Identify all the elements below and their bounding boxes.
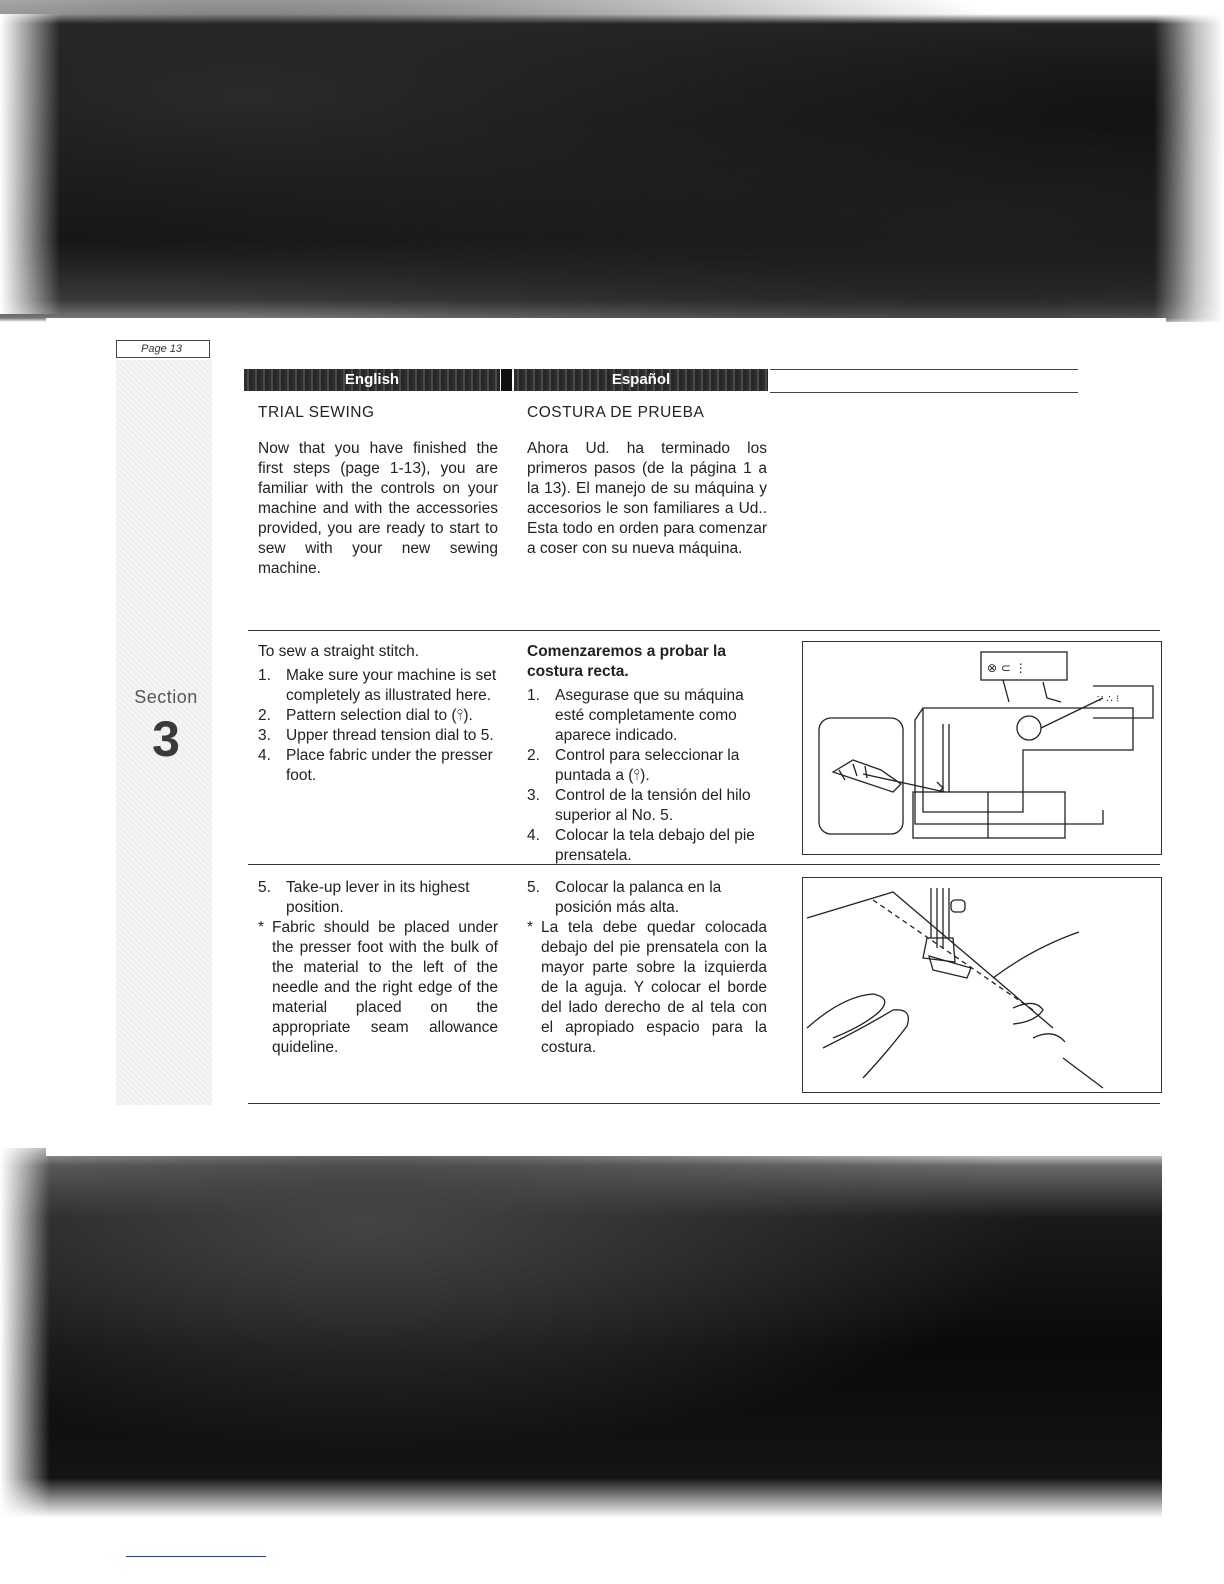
step-text: Pattern selection dial to (⫯). xyxy=(286,707,473,724)
straight-stitch-spanish xyxy=(527,642,767,866)
step-text: Colocar la palanca en la posición más alta. xyxy=(555,879,722,916)
list-item xyxy=(527,746,767,786)
scan-dark-border-bottom xyxy=(0,1148,1224,1518)
intro-english xyxy=(258,403,498,579)
straight-stitch-steps-en xyxy=(258,666,498,786)
intro-spanish-text: Ahora Ud. ha terminado los primeros pasos (de la página 1 a la 13). El manejo de su máquina y accesorios le son familiares a Ud.. Esta todo en orden para comenzar a coser con su nueva máquina. xyxy=(527,440,767,557)
step-text: Colocar la tela debajo del pie prensatela. xyxy=(555,827,755,864)
fabric-note-en xyxy=(258,918,498,1058)
step-number: 5. xyxy=(258,879,271,896)
list-item xyxy=(258,878,498,918)
list-item xyxy=(258,706,498,726)
note-text: La tela debe quedar colocada debajo del pie prensatela con la mayor parte sobre la izquierda de la aguja. Y colocar el borde del lado derecho de al tela con el apropiado espacio para la costura. xyxy=(541,919,767,1056)
list-item xyxy=(258,746,498,786)
section-label: Section xyxy=(134,687,198,707)
step-number: 5. xyxy=(527,879,540,896)
step-number: 1. xyxy=(258,667,271,684)
step-number: 3. xyxy=(527,787,540,804)
step-number: 3. xyxy=(258,727,271,744)
step-number: 4. xyxy=(527,827,540,844)
note-marker: * xyxy=(527,919,534,936)
sewing-machine-illustration xyxy=(802,641,1162,855)
spanish-header: Español xyxy=(514,369,768,391)
step-number: 2. xyxy=(527,747,540,764)
list-item xyxy=(527,786,767,826)
straight-stitch-title: To sew a straight stitch. xyxy=(258,643,420,660)
takeup-steps-es xyxy=(527,878,767,918)
straight-stitch-english xyxy=(258,642,498,786)
step-text: Make sure your machine is set completely as illustrated here. xyxy=(286,667,497,704)
takeup-spanish xyxy=(527,878,767,1058)
step-number: 2. xyxy=(258,707,271,724)
step-text: Control de la tensión del hilo superior al No. 5. xyxy=(555,787,751,824)
page-number-tab: Page 13 xyxy=(116,340,210,358)
note-text: Fabric should be placed under the presser foot with the bulk of the material to the left of the needle and the right edge of the material placed on the appropriate seam allowance quideline. xyxy=(272,919,498,1056)
scan-dark-border-top xyxy=(0,0,1224,322)
list-item xyxy=(527,826,767,866)
sewing-machine-icon xyxy=(803,642,1161,854)
step-text: Place fabric under the presser foot. xyxy=(286,747,493,784)
bottom-line xyxy=(126,1556,266,1557)
intro-spanish xyxy=(527,403,767,559)
fabric-under-foot-icon xyxy=(803,878,1161,1092)
list-item xyxy=(527,878,767,918)
straight-stitch-steps-es xyxy=(527,686,767,866)
trial-sewing-title: TRIAL SEWING xyxy=(258,404,375,421)
costura-de-prueba-title: COSTURA DE PRUEBA xyxy=(527,404,705,421)
section-divider-1 xyxy=(248,630,1160,631)
section-divider-3 xyxy=(248,1103,1160,1104)
takeup-english xyxy=(258,878,498,1058)
svg-text:∵ ∴ ⁝: ∵ ∴ ⁝ xyxy=(1097,694,1120,705)
list-item xyxy=(258,666,498,706)
section-divider-2 xyxy=(248,864,1160,865)
step-number: 1. xyxy=(527,687,540,704)
step-text: Take-up lever in its highest position. xyxy=(286,879,470,916)
costura-recta-title: Comenzaremos a probar la costura recta. xyxy=(527,643,726,680)
fabric-note-es xyxy=(527,918,767,1058)
english-header: English xyxy=(244,369,500,391)
note-marker: * xyxy=(258,919,265,936)
section-number: 3 xyxy=(152,711,180,767)
language-separator xyxy=(501,369,512,391)
intro-english-text: Now that you have finished the first steps (page 1-13), you are familiar with the controls on your machine and with the accessories provided, you are ready to start to sew with your new sewing machine. xyxy=(258,440,498,577)
list-item xyxy=(527,686,767,746)
step-text: Control para seleccionar la puntada a (⫯). xyxy=(555,747,740,784)
svg-text:⊗ ⊂ ⋮: ⊗ ⊂ ⋮ xyxy=(987,661,1027,675)
step-text: Upper thread tension dial to 5. xyxy=(286,727,494,744)
header-empty-box xyxy=(770,369,1078,393)
takeup-steps-en xyxy=(258,878,498,918)
step-text: Asegurase que su máquina esté completamente como aparece indicado. xyxy=(555,687,744,744)
step-number: 4. xyxy=(258,747,271,764)
list-item xyxy=(258,726,498,746)
fabric-under-foot-illustration xyxy=(802,877,1162,1093)
